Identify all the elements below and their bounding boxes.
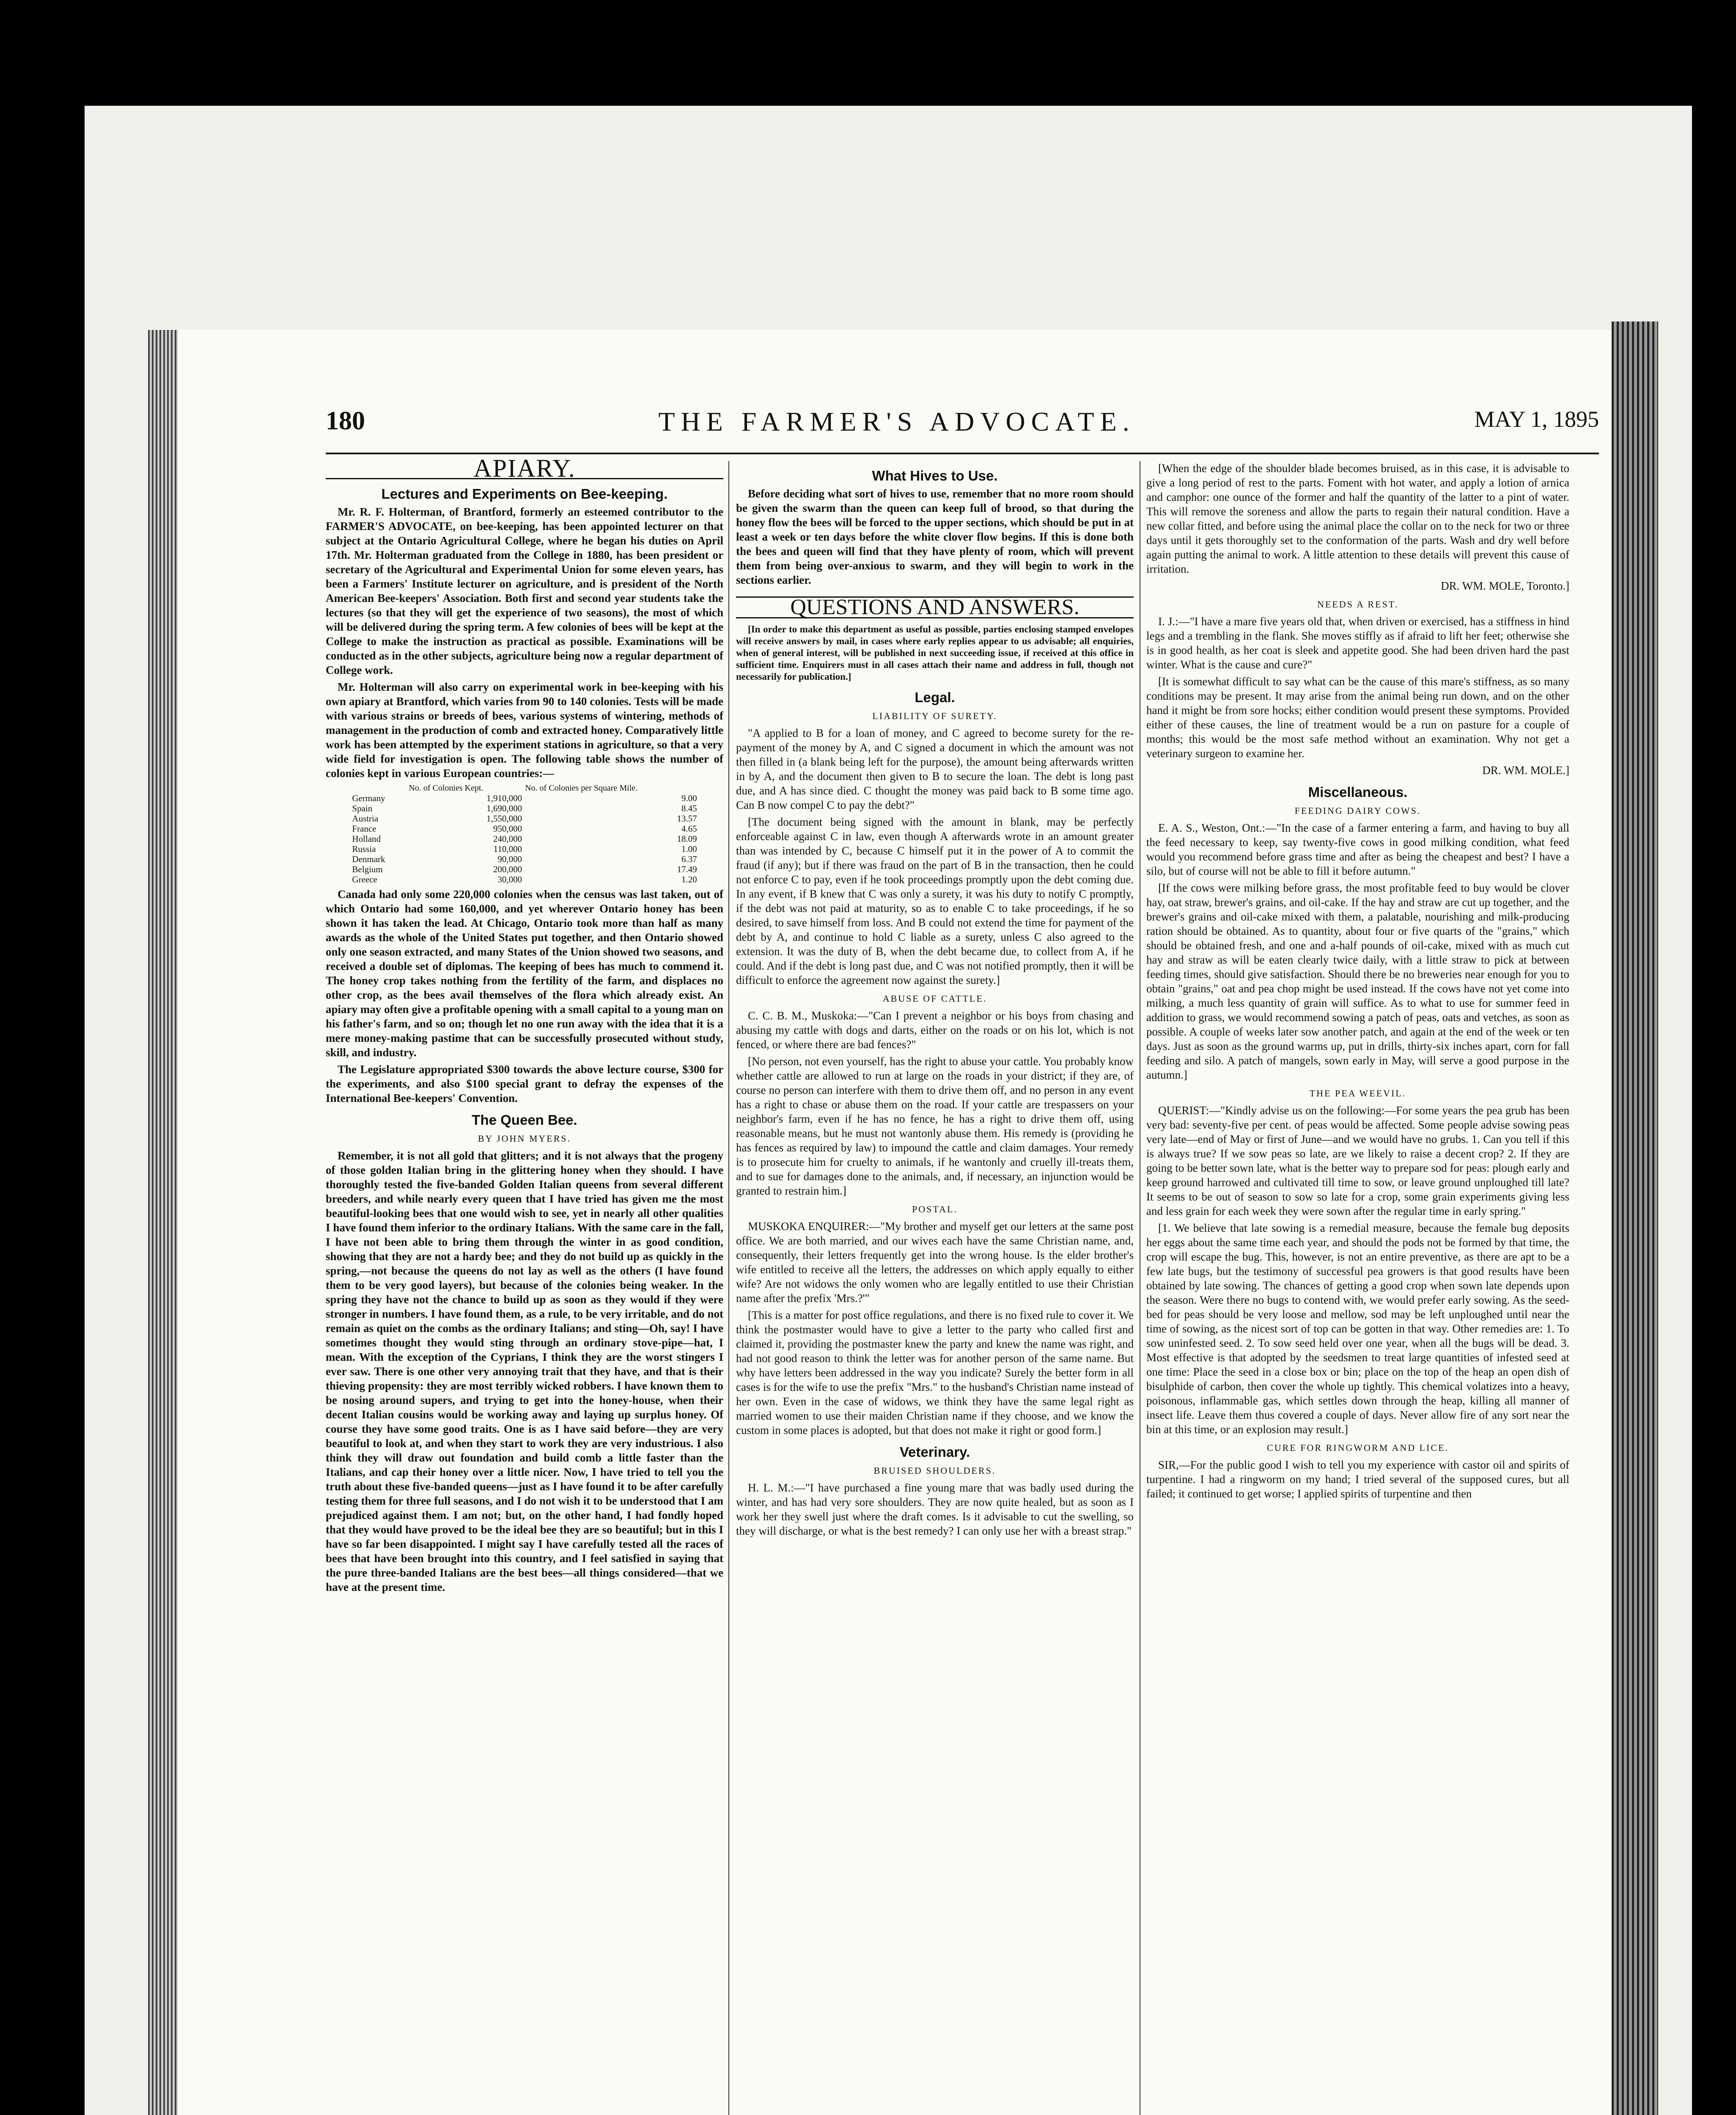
country-cell: France [352,824,376,834]
country-cell: Greece [352,874,377,884]
colonies-per-mile-cell: 1.00 [681,844,697,854]
table-row [349,844,699,854]
country-cell: Spain [352,803,373,813]
subsection-heading-miscellaneous: Miscellaneous. [1308,784,1408,800]
colonies-per-mile-cell: 18.09 [677,834,697,844]
country-cell: Holland [352,834,381,844]
colonies-kept-cell: 90,000 [497,854,522,864]
column-divider [728,461,729,2115]
issue-date: MAY 1, 1895 [1474,407,1599,432]
colonies-per-mile-cell: 9.00 [681,793,697,803]
answer-text: [If the cows were milking before grass, the most profitable feed to buy would be clover hay, oat straw, brewer's grains, and oil-cake. If the hay and straw are cut up together, and the brewer's grains and oil-cake mixed with them, a palatable, nourishing and milk-producing ration should be obtained. As to quantity, about four or five quarts of the "grains," which should be obtained fresh, and one and a-half pounds of oil-cake, mixed with as much cut hay and straw as will be eaten clearly twice daily, with a little straw to pick at between feeding times, should give satisfaction. Should there be no breweries near enough for you to obtain "grains," oat and pea chop might be used instead. If the cows have not yet come into milking, a much less quantity of grain will suffice. As to what to use for summer feed in addition to grass, we would recommend sowing a patch of peas, oats and vetches, as soon as possible. A couple of weeks later sow another patch, and again at the end of the week or ten days. Just as soon as the ground warms up, put in drills, thirty-six inches apart, corn for fall feeding and silo. A patch of mangels, sown early in May, will serve a good purpose in the autumn.] [1146,882,1569,1081]
country-cell: Belgium [352,864,383,874]
table-row [349,793,699,803]
query-title: NEEDS A REST. [1317,599,1398,610]
table-header: No. of Colonies per Square Mile. [525,783,638,793]
colonies-table [349,783,699,884]
article-paragraph: Remember, it is not all gold that glitters; and it is not always that the progeny of those golden Italian bring in the glittering honey when they should. I have thoroughly tested the five-banded Golden Italian queens from several different breeders, and while nearly every queen that I have tried has given me the most beautiful-looking bees that one would wish to see, yet in nearly all other qualities I have found them inferior to the ordinary Italians. With the same care in the fall, I have not been able to bring them through the winter in as good condition, showing that they are not a hardy bee; and they do not build up as quickly in the spring,—not because the queens do not lay as well as the others (I have found them to be very good layers), but because of the colonies being weaker. In the spring they have not the chance to build up as soon as they would if they were stronger in numbers. I have found them, as a rule, to be very irritable, and do not remain as quiet on the combs as the ordinary Italians; and sting—Oh, say! I have sometimes thought they would sting through an ordinary stove-pipe—hat, I mean. With the exception of the Cyprians, I think they are the worst stingers I ever saw. There is one other very annoying trait that they have, and that is their thieving propensity: they are most terribly wicked robbers. I have known them to be nosing around supers, and trying to get into the honey-house, when their decent Italian cousins would be working away and laying up surplus honey. Of course they have some good traits. One is as I have said before—they are very beautiful to look at, and when they start to work they are very industrious. I also think they will draw out foundation and build comb a little faster than the Italians, and cap their honey over a little nicer. Now, I have tried to tell you the truth about these five-banded queens—just as I have found it to be after carefully testing them for three full seasons, and I do not wish it to be understood that I am prejudiced against them. I am not; but, on the other hand, I had fondly hoped that they would have proved to be the ideal bee they are so beautiful; but in this I have so far been disappointed. I might say I have carefully tested all the races of bees that have been brought into this country, and I feel satisfied in saying that the pure three-banded Italians are the best bees—all things considered—that we have at the present time. [326,1149,723,1593]
answer-text: [This is a matter for post office regulations, and there is no fixed rule to cover it. We think the postmaster would have to give a letter to the party who called first and claimed it, providing the postmaster knew the party and knew the name was right, and had not good reason to think the letter was for another person of the same name. But why have letters been addressed in the way you indicate? Surely the better form in all cases is for the wife to use the prefix "Mrs." to the husband's Christian name instead of her own. Even in the case of widows, we think they have the same legal right as married women to use their maiden Christian name if they choose, and we know the custom in some places is adopted, but that does not make it right or good form.] [736,1309,1134,1437]
table-row [349,813,699,824]
column-apiary [326,454,723,1597]
article-paragraph: Before deciding what sort of hives to use, remember that no more room should be given the swarm than the queen can keep full of brood, so that during the honey flow the bees will be forced to the upper sections, which should be put in at least a week or ten days before the white clover flow begins. If this is done both the bees and queen will find that they have plenty of room, which will prevent them from being over-anxious to swarm, and they will begin to work in the sections earlier. [736,487,1134,586]
query-text: C. C. B. M., Muskoka:—"Can I prevent a neighbor or his boys from chasing and abusing my cattle with dogs and darts, either on the roads or on his lot, which is not fenced, or where there are bad fences?" [736,1009,1134,1051]
page-edges [1612,321,1658,2115]
query-title: POSTAL. [912,1204,958,1214]
colonies-per-mile-cell: 4.65 [681,824,697,834]
colonies-kept-cell: 1,550,000 [486,813,522,824]
query-title: LIABILITY OF SURETY. [872,711,997,721]
page-number: 180 [326,407,365,435]
colonies-kept-cell: 1,910,000 [486,793,522,803]
colonies-per-mile-cell: 8.45 [681,803,697,813]
editorial-notice: [In order to make this department as useful as possible, parties enclosing stamped envelopes will receive answers by mail, in cases where early replies appear to us advisable; all enquiries, when of general interest, will be published in next succeeding issue, if received at this office in sufficient time. Enquirers must in all cases attach their name and address in full, though not necessarily for publication.] [736,624,1134,682]
masthead-title: THE FARMER'S ADVOCATE. [658,407,1135,437]
table-row [349,824,699,834]
byline: BY JOHN MYERS. [478,1133,571,1144]
country-cell: Russia [352,844,376,854]
query-title: ABUSE OF CATTLE. [882,993,987,1004]
table-row [349,834,699,844]
table-row [349,874,699,884]
column-questions [736,461,1134,1541]
colonies-kept-cell: 30,000 [497,874,522,884]
query-title: BRUISED SHOULDERS. [873,1465,996,1476]
article-paragraph: The Legislature appropriated $300 towards the above lecture course, $300 for the experiments, and also $100 special grant to defray the expenses of the International Bee-keepers' Convention. [326,1063,723,1104]
page-header [178,406,1599,453]
answer-text: [1. We believe that late sowing is a remedial measure, because the female bug deposits her eggs about the same time each year, and should the pods not be formed by that time, the crop will escape the bug. This, however, is not an entire preventive, as there are apt to be a few late bugs, but the testimony of successful pea growers is that good results have been obtained by late sowing. The chances of getting a good crop when sown late depends upon the season. Were there no bugs to contend with, we would prefer early sowing. As the seed-bed for peas should be very loose and mellow, sod may be left unploughed until near the time of sowing, as the nicest sort of top can be gotten in that way. Other remedies are: 1. To sow uninfested seed. 2. To sow seed held over one year, when all the bugs will be dead. 3. Most effective is that adopted by the seedsmen to treat large quantities of infested seed at one time: Place the seed in a close box or bin; place on the top of the heap an open dish of bisulphide of carbon, then cover the whole up tightly. This chemical volatizes into a heavy, poisonous, inflammable gas, which settles down through the heap, killing all manner of insect life. Leave them thus covered a couple of days. Never allow fire of any sort near the bin at this time, or an explosion may result.] [1146,1222,1569,1436]
table-row [349,854,699,864]
subsection-heading-veterinary: Veterinary. [899,1444,970,1460]
section-title-questions: QUESTIONS AND ANSWERS. [736,596,1134,618]
query-text: I. J.:—"I have a mare five years old that, when driven or exercised, has a stiffness in hind legs and a trembling in the flank. She moves stiffly as if afraid to lift her feet; otherwise she is in good health, as her coat is sleek and appetite good. She had been driven hard the past winter. What is the cause and cure?" [1146,615,1569,671]
signature: DR. WM. MOLE, Toronto.] [1441,580,1569,592]
query-title: CURE FOR RINGWORM AND LICE. [1267,1442,1449,1453]
table-row [349,864,699,874]
query-title: FEEDING DAIRY COWS. [1294,805,1421,816]
query-text: "A applied to B for a loan of money, and C agreed to become surety for the re-payment of the money by A, and C signed a document in which the amount was not then filled in (a blank being left for the purpose), the amount being afterwards written in by A, and the document then given to B to secure the loan. The debt is long past due, and A has since died. C thought the money was paid back to B some time ago. Can B now compel C to pay the debt?" [736,727,1134,811]
query-title: THE PEA WEEVIL. [1309,1088,1406,1099]
section-title-apiary: APIARY. [326,461,723,479]
article-heading-hives: What Hives to Use. [872,468,998,483]
table-header: No. of Colonies Kept. [409,783,483,793]
colonies-kept-cell: 1,690,000 [486,803,522,813]
query-text: H. L. M.:—"I have purchased a fine young mare that was badly used during the winter, and has had very sore shoulders. They are now quite healed, but as soon as I work her they swell just where the draft comes. Is it advisable to cut the swelling, so they will discharge, or what is the best remedy? I can only use her with a breast strap." [736,1481,1134,1537]
letter-text: SIR,—For the public good I wish to tell you my experience with castor oil and spirits of turpentine. I had a ringworm on my hand; I tried several of the supposed cures, but all failed; it continued to get worse; I applied spirits of turpentine and then [1146,1459,1569,1500]
article-paragraph: Canada had only some 220,000 colonies when the census was last taken, out of which Ontario had some 160,000, and yet wherever Ontario honey has been shown it has taken the lead. At Chicago, Ontario took more than half as many awards as the whole of the United States put together, and then Ontario showed only one season extracted, and many States of the Union showed two seasons, and received a double set of diplomas. The keeping of bees has much to commend it. The honey crop takes nothing from the fertility of the farm, and displaces no other crop, as the bees avail themselves of the flora which already exist. An apiary may often give a profitable opening with a small capital to a young man on his father's farm, and so on; though let no one run away with the idea that it is a mere money-making pastime that can be successfully prosecuted without study, skill, and industry. [326,888,723,1059]
book-binding [148,330,178,2115]
article-heading-queen-bee: The Queen Bee. [472,1112,577,1128]
article-heading-lectures: Lectures and Experiments on Bee-keeping. [381,486,668,502]
country-cell: Denmark [352,854,385,864]
article-paragraph: Mr. Holterman will also carry on experimental work in bee-keeping with his own apiary at Brantford, which varies from 90 to 140 colonies. Tests will be made with various strains or breeds of bees, various systems of wintering, methods of management in the production of comb and extracted honey. Comparatively little work has been attempted by the experiment stations in agriculture, so that a very wide field for investigation is open. The following table shows the number of colonies kept in various European countries:— [326,681,723,780]
signature: DR. WM. MOLE.] [1482,764,1569,777]
colonies-per-mile-cell: 1.20 [681,874,697,884]
answer-text: [The document being signed with the amount in blank, may be perfectly enforceable against C in law, even though A afterwards wrote in an amount greater than was intended by C, because C himself put it in the power of A to commit the fraud (if any); but if there was fraud on the part of B in the transaction, then he could not enforce C to pay, even if he took proceedings promptly upon the debt coming due. In any event, if B knew that C was only a surety, it was his duty to notify C promptly, if the debt was not paid at maturity, so as to enable C to take proceedings, if he so desired, to save himself from loss. And B could not extend the time for payment of the debt by A, and continue to hold C liable as a surety, unless C also agreed to the extension. It was the duty of B, when the debt became due, to collect from A, if he could. And if the debt is long past due, and C was not notified promptly, then it will be difficult to enforce the agreement now against the surety.] [736,816,1134,986]
article-paragraph: Mr. R. F. Holterman, of Brantford, formerly an esteemed contributor to the FARMER'S ADVOCATE, on bee-keeping, has been appointed lecturer on that subject at the Ontario Agricultural College, where he began his duties on April 17th. Mr. Holterman graduated from the College in 1880, has been president or secretary of the Agricultural and Experimental Union for some eleven years, has been a Farmers' Institute lecturer on agriculture, and is president of the North American Bee-keepers' Association. Both first and second year students take the lectures (so that they will get the experience of two seasons), the most of which will be delivered during the spring term. A few colonies of bees will be kept at the College to make the instruction as practical as possible. Examinations will be conducted as in the other subjects, agriculture being now a regular department of College work. [326,505,723,676]
colonies-per-mile-cell: 13.57 [677,813,697,824]
answer-text: [It is somewhat difficult to say what can be the cause of this mare's stiffness, as so many conditions may be present. It may arise from the animal being run down, and on the other hand it might be from sore hocks; either condition would present these symptoms. Provided either of these causes, the line of treatment would be a run on pasture for a couple of months; this would be the most safe method without an examination. Why not get a veterinary surgeon to examine her. [1146,675,1569,760]
column-miscellaneous [1146,461,1569,1503]
answer-text: [No person, not even yourself, has the right to abuse your cattle. You probably know whether cattle are allowed to run at large on the roads in your district; if they are, of course no person can interfere with them to drive them off, and no person in any event has a right to chase or abuse them on the road. If your cattle are trespassers on your neighbor's farm, even if he has no fence, he has a right to drive them off, using reasonable means, but he must not wantonly abuse them. His remedy is (providing he has fences as required by law) to impound the cattle and claim damages. Your remedy is to prosecute him for cruelty to animals, if he wantonly and cruelly ill-treats them, and to sue for damages done to the animals, and, if necessary, an injunction would be granted to restrain him.] [736,1055,1134,1197]
country-cell: Germany [352,793,385,803]
colonies-per-mile-cell: 17.49 [677,864,697,874]
colonies-kept-cell: 950,000 [493,824,522,834]
colonies-per-mile-cell: 6.37 [681,854,697,864]
query-text: E. A. S., Weston, Ont.:—"In the case of a farmer entering a farm, and having to buy all the feed necessary to keep, say twenty-five cows in good milking condition, what feed would you recommend before grass time and after as being the cheapest and best? I have a silo, but of course will not be able to fill it before autumn." [1146,821,1569,877]
colonies-kept-cell: 110,000 [493,844,522,854]
answer-text: [When the edge of the shoulder blade becomes bruised, as in this case, it is advisable to give a long period of rest to the parts. Foment with hot water, and apply a lotion of arnica and camphor: one ounce of the former and half the quantity of the latter to a pint of water. This will remove the soreness and allow the parts to regain their natural condition. Have a new collar fitted, and before using the animal place the collar on to the neck for two or three days until it gets thoroughly set to the conformation of the parts. Wash and dry well before again putting the animal to work. A little attention to these details will prevent this cause of irritation. [1146,462,1569,575]
query-text: QUERIST:—"Kindly advise us on the following:—For some years the pea grub has been very bad: seventy-five per cent. of peas would be affected. Some people advise sowing peas very late—end of May or first of June—and we would have no grubs. 1. Can you tell if this is always true? If we sow peas so late, are we likely to raise a decent crop? 2. If they are going to be better sown late, what is the better way to prepare sod for peas: plough early and keep ground harrowed and cultivated till time to sow, or leave ground unploughed till late? It seems to be out of season to sow so late for a crop, some grain experiments giving less and less grain for each week they were sown after the regular time in early spring." [1146,1104,1569,1217]
subsection-heading-legal: Legal. [915,689,955,705]
colonies-kept-cell: 240,000 [493,834,522,844]
query-text: MUSKOKA ENQUIRER:—"My brother and myself get our letters at the same post office. We are both married, and our wives each have the same Christian name, and, consequently, their letters frequently get into the wrong house. Is the elder brother's wife entitled to receive all the letters, the addresses on which apply equally to either wife? Are not widows the only women who are legally entitled to use their Christian name after the prefix 'Mrs.?'" [736,1220,1134,1305]
table-row [349,803,699,813]
colonies-kept-cell: 200,000 [493,864,522,874]
country-cell: Austria [352,813,379,824]
